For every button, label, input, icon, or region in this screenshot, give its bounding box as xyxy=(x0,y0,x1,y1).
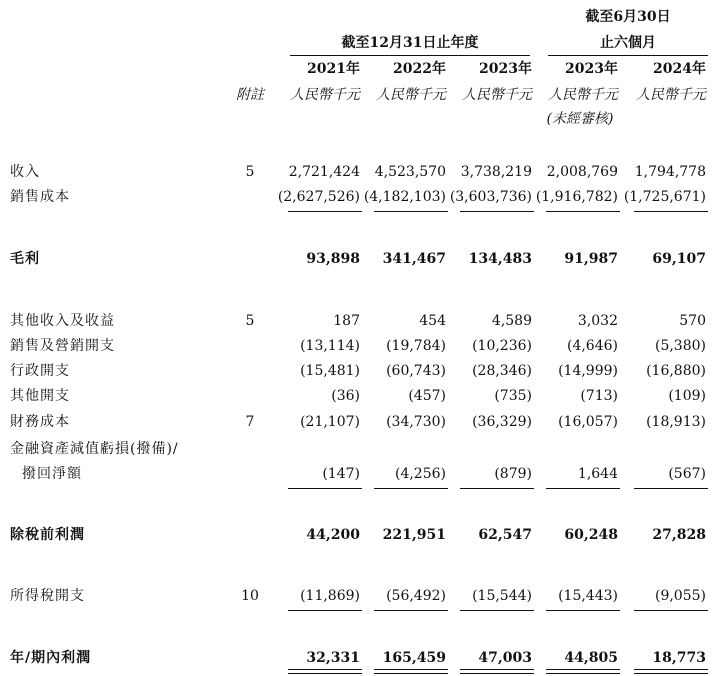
selling-2023h1: (4,646) xyxy=(566,338,618,354)
cost-of-sales-2024h1: (1,725,671) xyxy=(623,189,706,205)
gross-profit-2024h1: 69,107 xyxy=(652,251,706,267)
revenue-2021: 2,721,424 xyxy=(288,164,360,180)
selling-2023: (10,236) xyxy=(472,338,532,354)
profit-for-period-label: 年/期內利潤 xyxy=(10,650,92,666)
other-exp-2023h1: (713) xyxy=(580,388,618,404)
rule-line xyxy=(634,610,708,611)
cost-of-sales-2022: (4,182,103) xyxy=(363,189,446,205)
unit-2021: 人民幣千元 xyxy=(290,87,360,103)
rule-line xyxy=(460,211,534,212)
profit-2021: 32,331 xyxy=(306,650,360,666)
rule-line xyxy=(546,211,620,212)
rule-line xyxy=(288,211,362,212)
gross-profit-2022: 341,467 xyxy=(382,251,446,267)
gross-profit-label: 毛利 xyxy=(10,251,40,267)
pbt-2022: 221,951 xyxy=(382,527,446,543)
pbt-2023: 62,547 xyxy=(478,527,532,543)
impairment-2021: (147) xyxy=(322,466,360,482)
impairment-2022: (4,256) xyxy=(394,466,446,482)
impairment-2024h1: (567) xyxy=(668,466,706,482)
gross-profit-2021: 93,898 xyxy=(306,251,360,267)
selling-2024h1: (5,380) xyxy=(654,338,706,354)
tax-2023: (15,544) xyxy=(472,588,532,604)
tax-2022: (56,492) xyxy=(386,588,446,604)
impairment-label-line1: 金融資產減值虧損(撥備)/ xyxy=(10,441,179,457)
admin-2022: (60,743) xyxy=(386,363,446,379)
year-header-underline xyxy=(290,55,530,56)
cost-of-sales-2021: (2,627,526) xyxy=(277,189,360,205)
other-income-2023: 4,589 xyxy=(491,313,532,329)
other-exp-2023: (735) xyxy=(494,388,532,404)
impairment-2023: (879) xyxy=(494,466,532,482)
profit-2023: 47,003 xyxy=(478,650,532,666)
other-exp-2021: (36) xyxy=(331,388,360,404)
finance-2022: (34,730) xyxy=(386,414,446,430)
impairment-2023h1: 1,644 xyxy=(577,466,618,482)
other-exp-2022: (457) xyxy=(408,388,446,404)
double-rule-line xyxy=(460,669,534,674)
cost-of-sales-label: 銷售成本 xyxy=(10,189,70,205)
other-exp-2024h1: (109) xyxy=(668,388,706,404)
year-2023: 2023年 xyxy=(479,61,532,77)
double-rule-line xyxy=(288,669,362,674)
tax-2023h1: (15,443) xyxy=(558,588,618,604)
admin-2024h1: (16,880) xyxy=(646,363,706,379)
cost-of-sales-2023h1: (1,916,782) xyxy=(535,189,618,205)
period-2024: 2024年 xyxy=(653,61,706,77)
double-rule-line xyxy=(634,669,708,674)
rule-line xyxy=(288,610,362,611)
profit-2024h1: 18,773 xyxy=(652,650,706,666)
other-income-2023h1: 3,032 xyxy=(577,313,618,329)
six-month-header-underline xyxy=(548,55,708,56)
six-month-as-of: 截至6月30日 xyxy=(585,9,671,25)
note-column-header: 附註 xyxy=(236,87,264,103)
revenue-2023h1: 2,008,769 xyxy=(546,164,618,180)
finance-costs-note: 7 xyxy=(245,414,255,430)
pbt-2024h1: 27,828 xyxy=(652,527,706,543)
other-income-2022: 454 xyxy=(419,313,446,329)
other-income-2024h1: 570 xyxy=(679,313,706,329)
rule-line xyxy=(460,488,534,489)
rule-line xyxy=(374,211,448,212)
six-month-period: 止六個月 xyxy=(600,35,656,51)
admin-expenses-label: 行政開支 xyxy=(10,363,70,379)
admin-2021: (15,481) xyxy=(300,363,360,379)
rule-line xyxy=(288,488,362,489)
double-rule-line xyxy=(546,669,620,674)
revenue-label: 收入 xyxy=(10,164,40,180)
profit-2023h1: 44,805 xyxy=(564,650,618,666)
unaudited-label: (未經審核) xyxy=(546,111,614,127)
tax-2024h1: (9,055) xyxy=(654,588,706,604)
other-expenses-label: 其他開支 xyxy=(10,388,70,404)
rule-line xyxy=(634,211,708,212)
finance-costs-label: 財務成本 xyxy=(10,414,70,430)
admin-2023h1: (14,999) xyxy=(558,363,618,379)
gross-profit-2023h1: 91,987 xyxy=(564,251,618,267)
finance-2023: (36,329) xyxy=(472,414,532,430)
selling-2022: (19,784) xyxy=(386,338,446,354)
gross-profit-2023: 134,483 xyxy=(468,251,532,267)
rule-line xyxy=(546,610,620,611)
income-tax-label: 所得稅開支 xyxy=(10,588,85,604)
rule-line xyxy=(634,488,708,489)
other-income-note: 5 xyxy=(245,313,255,329)
revenue-2023: 3,738,219 xyxy=(460,164,532,180)
unit-2024-six-month: 人民幣千元 xyxy=(636,87,706,103)
unit-2023: 人民幣千元 xyxy=(462,87,532,103)
finance-2024h1: (18,913) xyxy=(646,414,706,430)
pbt-2023h1: 60,248 xyxy=(564,527,618,543)
other-income-2021: 187 xyxy=(333,313,360,329)
pbt-2021: 44,200 xyxy=(306,527,360,543)
revenue-2022: 4,523,570 xyxy=(374,164,446,180)
finance-2021: (21,107) xyxy=(300,414,360,430)
other-income-label: 其他收入及收益 xyxy=(10,313,115,329)
unit-2022: 人民幣千元 xyxy=(376,87,446,103)
rule-line xyxy=(460,610,534,611)
tax-2021: (11,869) xyxy=(300,588,360,604)
revenue-2024h1: 1,794,778 xyxy=(634,164,706,180)
period-2023: 2023年 xyxy=(565,61,618,77)
rule-line xyxy=(374,488,448,489)
selling-expenses-label: 銷售及營銷開支 xyxy=(10,338,115,354)
selling-2021: (13,114) xyxy=(300,338,360,354)
year-2022: 2022年 xyxy=(393,61,446,77)
year-period-header: 截至12月31日止年度 xyxy=(341,35,479,51)
rule-line xyxy=(374,610,448,611)
profit-before-tax-label: 除稅前利潤 xyxy=(10,527,85,543)
finance-2023h1: (16,057) xyxy=(558,414,618,430)
income-tax-note: 10 xyxy=(241,588,259,604)
cost-of-sales-2023: (3,603,736) xyxy=(449,189,532,205)
year-2021: 2021年 xyxy=(307,61,360,77)
revenue-note: 5 xyxy=(245,164,255,180)
admin-2023: (28,346) xyxy=(472,363,532,379)
profit-2022: 165,459 xyxy=(382,650,446,666)
impairment-label-line2: 撥回淨額 xyxy=(22,466,82,482)
rule-line xyxy=(546,488,620,489)
double-rule-line xyxy=(374,669,448,674)
unit-2023-six-month: 人民幣千元 xyxy=(548,87,618,103)
